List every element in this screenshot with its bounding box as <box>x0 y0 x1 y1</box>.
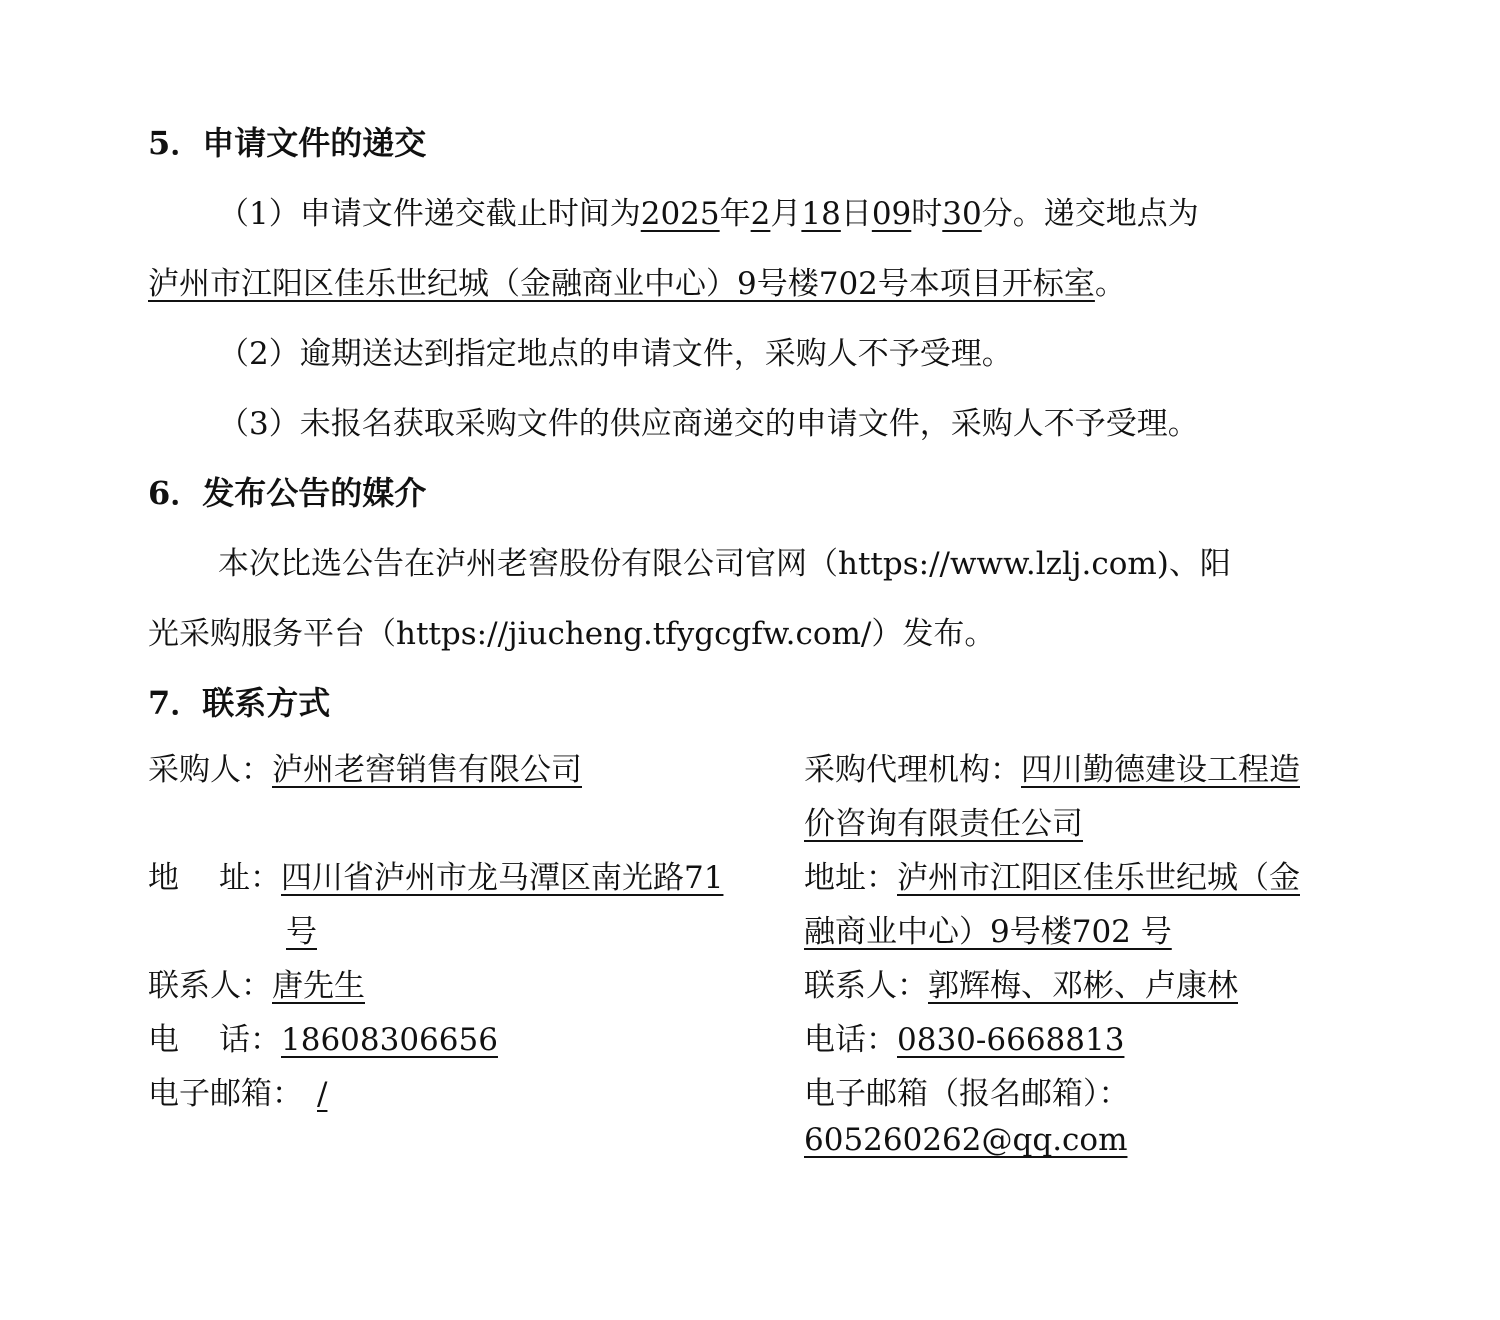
deadline-month: 2 <box>750 196 771 232</box>
purchaser-row <box>148 744 582 789</box>
agency-address-line-2-row <box>804 906 1172 951</box>
agency-contact-label: 联系人： <box>804 968 928 1004</box>
purchaser-contact: 唐先生 <box>272 968 365 1004</box>
purchaser-contact-row <box>148 960 365 1005</box>
section-6-line-2: 光采购服务平台（https://jiucheng.tfygcgfw.com/）发布。 <box>148 616 996 652</box>
section-5-item-2: （2）逾期送达到指定地点的申请文件，采购人不予受理。 <box>218 336 1013 372</box>
section-5-item-1-line-2 <box>148 258 1126 303</box>
purchaser-email: / <box>317 1076 328 1112</box>
agency-address-row <box>804 852 1300 897</box>
agency-address-line-1: 泸州市江阳区佳乐世纪城（金 <box>897 860 1300 896</box>
agency-email: 605260262@qq.com <box>804 1122 1128 1158</box>
deadline-day: 18 <box>801 196 841 232</box>
deadline-hour: 09 <box>871 196 912 232</box>
address-label-b: 址： <box>219 860 281 896</box>
agency-name-line-2: 价咨询有限责任公司 <box>804 806 1083 842</box>
agency-contact-row <box>804 960 1238 1005</box>
agency-email-label-row <box>804 1068 1130 1113</box>
agency-line-2-row <box>804 798 1083 843</box>
minute-unit: 分。递交地点为 <box>981 196 1199 232</box>
section-6-line-1: 本次比选公告在泸州老窖股份有限公司官网（https://www.lzlj.com)、阳 <box>218 546 1231 582</box>
agency-phone-row <box>804 1014 1124 1059</box>
submission-place: 泸州市江阳区佳乐世纪城（金融商业中心）9号楼702号本项目开标室 <box>148 266 1095 302</box>
agency-contact: 郭辉梅、邓彬、卢康林 <box>928 968 1238 1004</box>
purchaser-contact-label: 联系人： <box>148 968 272 1004</box>
item-1-end: 。 <box>1094 266 1126 302</box>
purchaser-label: 采购人： <box>148 752 272 788</box>
purchaser-phone: 18608306656 <box>281 1022 498 1058</box>
agency-address-label: 地址： <box>804 860 897 896</box>
agency-name-line-1: 四川勤德建设工程造 <box>1021 752 1300 788</box>
purchaser-email-row <box>148 1068 341 1113</box>
deadline-minute: 30 <box>942 196 982 232</box>
section-7-heading: 7．联系方式 <box>148 684 331 722</box>
address-label-a: 地 <box>148 860 179 896</box>
section-5-heading: 5．申请文件的递交 <box>148 124 427 162</box>
agency-phone-label: 电话： <box>804 1022 897 1058</box>
section-5-item-3: （3）未报名获取采购文件的供应商递交的申请文件，采购人不予受理。 <box>218 406 1199 442</box>
purchaser-address-line-1: 四川省泸州市龙马潭区南光路71 <box>281 860 724 896</box>
agency-email-label: 电子邮箱（报名邮箱）： <box>804 1076 1130 1112</box>
month-unit: 月 <box>770 196 802 232</box>
item-1-prefix: （1）申请文件递交截止时间为 <box>218 196 641 232</box>
agency-email-row <box>804 1122 1127 1158</box>
purchaser-address-row <box>148 852 723 897</box>
purchaser-name: 泸州老窖销售有限公司 <box>272 752 582 788</box>
section-5-item-1-line-1 <box>218 188 1199 233</box>
day-unit: 日 <box>840 196 872 232</box>
purchaser-address-line-2: 号 <box>286 914 317 950</box>
agency-phone: 0830-6668813 <box>897 1022 1125 1058</box>
purchaser-email-label: 电子邮箱： <box>148 1076 303 1112</box>
agency-label: 采购代理机构： <box>804 752 1021 788</box>
section-6-heading: 6．发布公告的媒介 <box>148 474 427 512</box>
phone-label-b: 话： <box>219 1022 281 1058</box>
agency-row <box>804 744 1300 789</box>
agency-address-line-2: 融商业中心）9号楼702 号 <box>804 914 1172 950</box>
deadline-year: 2025 <box>640 196 720 232</box>
purchaser-address-line-2-row <box>286 906 317 951</box>
phone-label-a: 电 <box>148 1022 179 1058</box>
hour-unit: 时 <box>911 196 943 232</box>
year-unit: 年 <box>719 196 751 232</box>
purchaser-phone-row <box>148 1014 498 1059</box>
